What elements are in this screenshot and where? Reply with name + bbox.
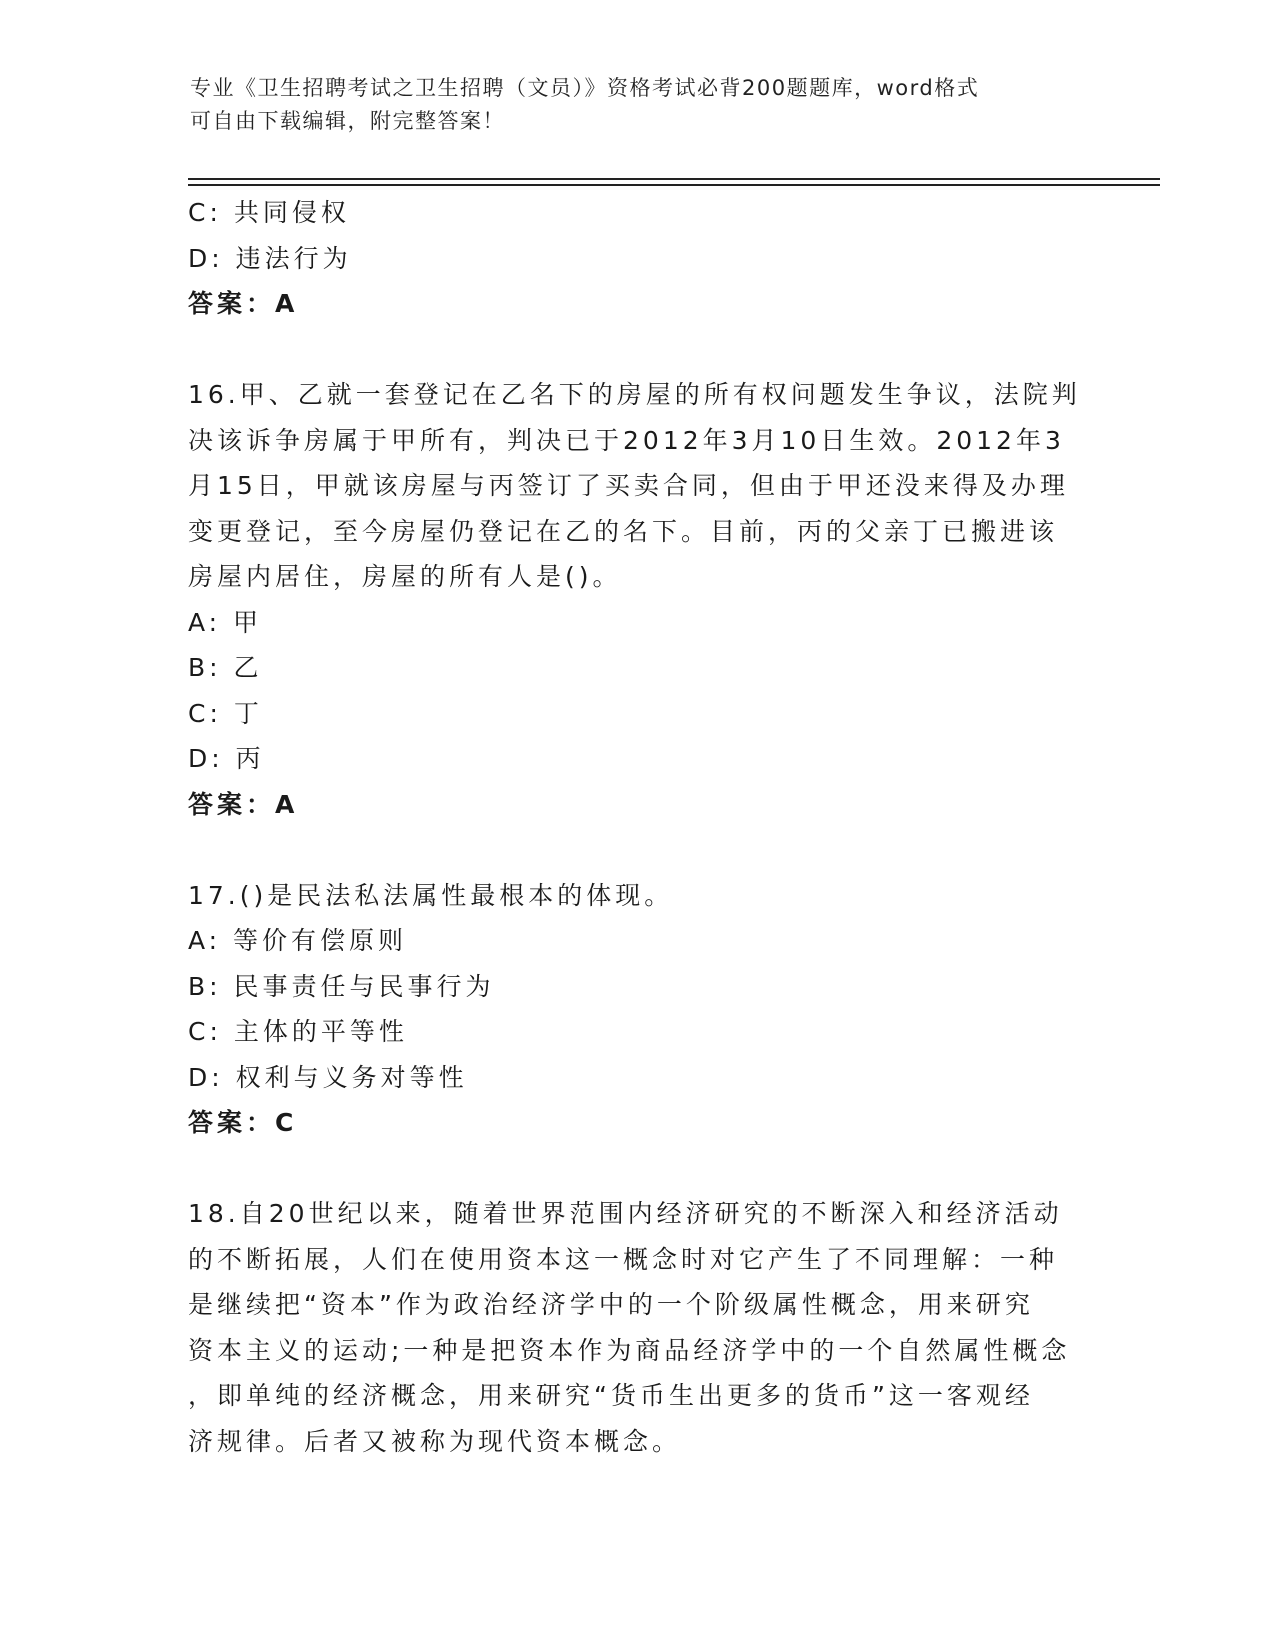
question-17-option-b: B: 民事责任与民事行为	[188, 971, 495, 1001]
question-18-line: 资本主义的运动;一种是把资本作为商品经济学中的一个自然属性概念	[188, 1335, 1071, 1365]
question-16-option-a: A: 甲	[188, 607, 263, 637]
question-17-answer: 答案：C	[188, 1108, 298, 1137]
question-16-line: 决该诉争房属于甲所有，判决已于2012年3月10日生效。2012年3	[188, 425, 1065, 455]
header-divider-bottom	[188, 184, 1160, 186]
question-16-answer: 答案：A	[188, 789, 299, 819]
spacer	[188, 327, 1088, 373]
question-17-line: 17.()是民法私法属性最根本的体现。	[188, 880, 674, 910]
question-17	[188, 873, 1088, 919]
question-17-option-c: C: 主体的平等性	[188, 1017, 408, 1046]
answer-line: 答案：A	[188, 289, 299, 318]
question-16-option-c: C: 丁	[188, 698, 263, 728]
question-18	[188, 1191, 1088, 1464]
page-header	[190, 72, 1070, 138]
question-17-option-d: D: 权利与义务对等性	[188, 1062, 468, 1092]
question-18-line: 是继续把“资本”作为政治经济学中的一个阶级属性概念，用来研究	[188, 1290, 1034, 1319]
option-d: D: 违法行为	[188, 243, 352, 273]
question-content	[188, 190, 1088, 1464]
question-16-line: 变更登记，至今房屋仍登记在乙的名下。目前，丙的父亲丁已搬进该	[188, 516, 1059, 546]
question-16-line: 16.甲、乙就一套登记在乙名下的房屋的所有权问题发生争议，法院判	[188, 380, 1081, 409]
question-16-line: 月15日，甲就该房屋与丙签订了买卖合同，但由于甲还没来得及办理	[188, 471, 1069, 500]
question-18-line: 18.自20世纪以来，随着世界范围内经济研究的不断深入和经济活动	[188, 1199, 1063, 1228]
header-title-line-1: 专业《卫生招聘考试之卫生招聘（文员）》资格考试必背200题题库，word格式	[190, 76, 980, 100]
spacer	[188, 1146, 1088, 1192]
question-17-option-a: A: 等价有偿原则	[188, 926, 408, 955]
question-16	[188, 372, 1088, 600]
question-18-line: 济规律。后者又被称为现代资本概念。	[188, 1426, 682, 1456]
spacer	[188, 827, 1088, 873]
header-divider-top	[188, 178, 1160, 180]
question-18-line: ，即单纯的经济概念，用来研究“货币生出更多的货币”这一客观经	[188, 1381, 1034, 1410]
question-16-line: 房屋内居住，房屋的所有人是()。	[188, 562, 622, 591]
header-title-line-2: 可自由下载编辑，附完整答案！	[190, 109, 505, 133]
option-c: C: 共同侵权	[188, 198, 350, 227]
question-16-option-d: D: 丙	[188, 744, 265, 773]
question-16-option-b: B: 乙	[188, 653, 263, 682]
question-18-line: 的不断拓展，人们在使用资本这一概念时对它产生了不同理解：一种	[188, 1244, 1059, 1274]
